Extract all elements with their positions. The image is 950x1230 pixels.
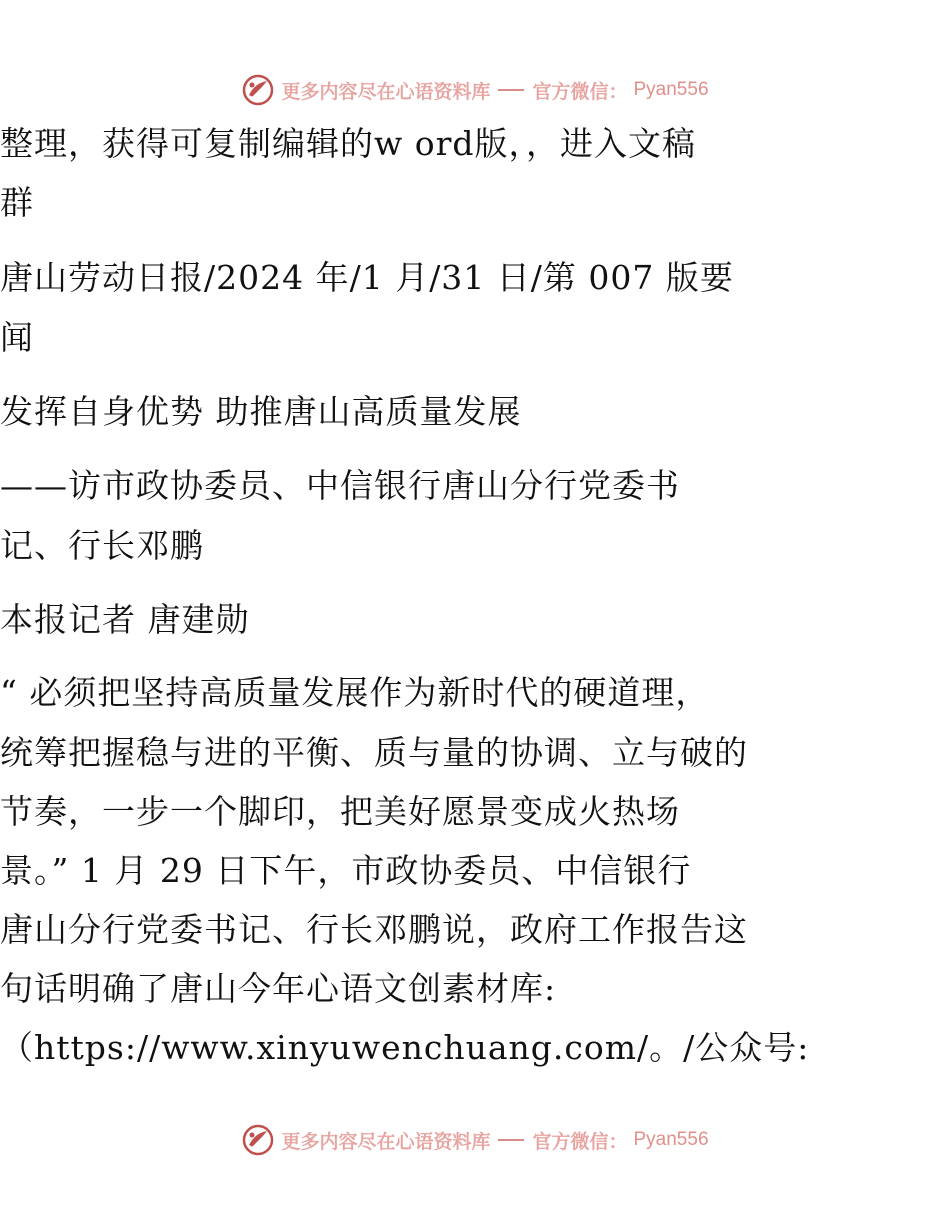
xinyu-logo-icon: [241, 73, 275, 107]
header-wechat-id: Pyan556: [633, 79, 709, 100]
byline: 本报记者 唐建勋: [0, 600, 250, 639]
header-banner-text: 更多内容尽在心语资料库: [281, 80, 491, 103]
footer-banner-dash: [498, 1139, 524, 1141]
footer-banner-text: 更多内容尽在心语资料库: [281, 1130, 491, 1153]
footer-banner: [0, 1120, 950, 1160]
subheadline-1: ——访市政协委员、中信银行唐山分行党委书: [0, 466, 680, 505]
body-line-6: 句话明确了唐山今年心语文创素材库:: [0, 969, 557, 1008]
header-wechat-label: 官方微信：: [532, 80, 628, 103]
header-banner-dash: [498, 89, 524, 91]
headline: 发挥自身优势 助推唐山高质量发展: [0, 392, 522, 431]
body-line-3: 节奏，一步一个脚印，把美好愿景变成火热场: [0, 792, 680, 831]
footer-wechat-label: 官方微信：: [532, 1130, 628, 1153]
body-line-5: 唐山分行党委书记、行长邓鹏说，政府工作报告这: [0, 910, 748, 949]
body-line-7: （https://www.xinyuwenchuang.com/。/公众号:: [0, 1028, 810, 1067]
subheadline-2: 记、行长邓鹏: [0, 526, 204, 565]
footer-wechat-id: Pyan556: [633, 1129, 709, 1150]
header-banner: [0, 70, 950, 110]
body-line-1: “ 必须把坚持高质量发展作为新时代的硬道理，: [0, 673, 710, 712]
text-line-2: 群: [0, 183, 34, 222]
body-line-4: 景。” 1 月 29 日下午，市政协委员、中信银行: [0, 851, 692, 890]
text-line-3: 唐山劳动日报/2024 年/1 月/31 日/第 007 版要: [0, 258, 734, 297]
text-line-4: 闻: [0, 318, 34, 357]
text-line-1: 整理，获得可复制编辑的w ord版，，进入文稿: [0, 124, 697, 163]
xinyu-logo-icon: [241, 1123, 275, 1157]
body-line-2: 统筹把握稳与进的平衡、质与量的协调、立与破的: [0, 733, 748, 772]
